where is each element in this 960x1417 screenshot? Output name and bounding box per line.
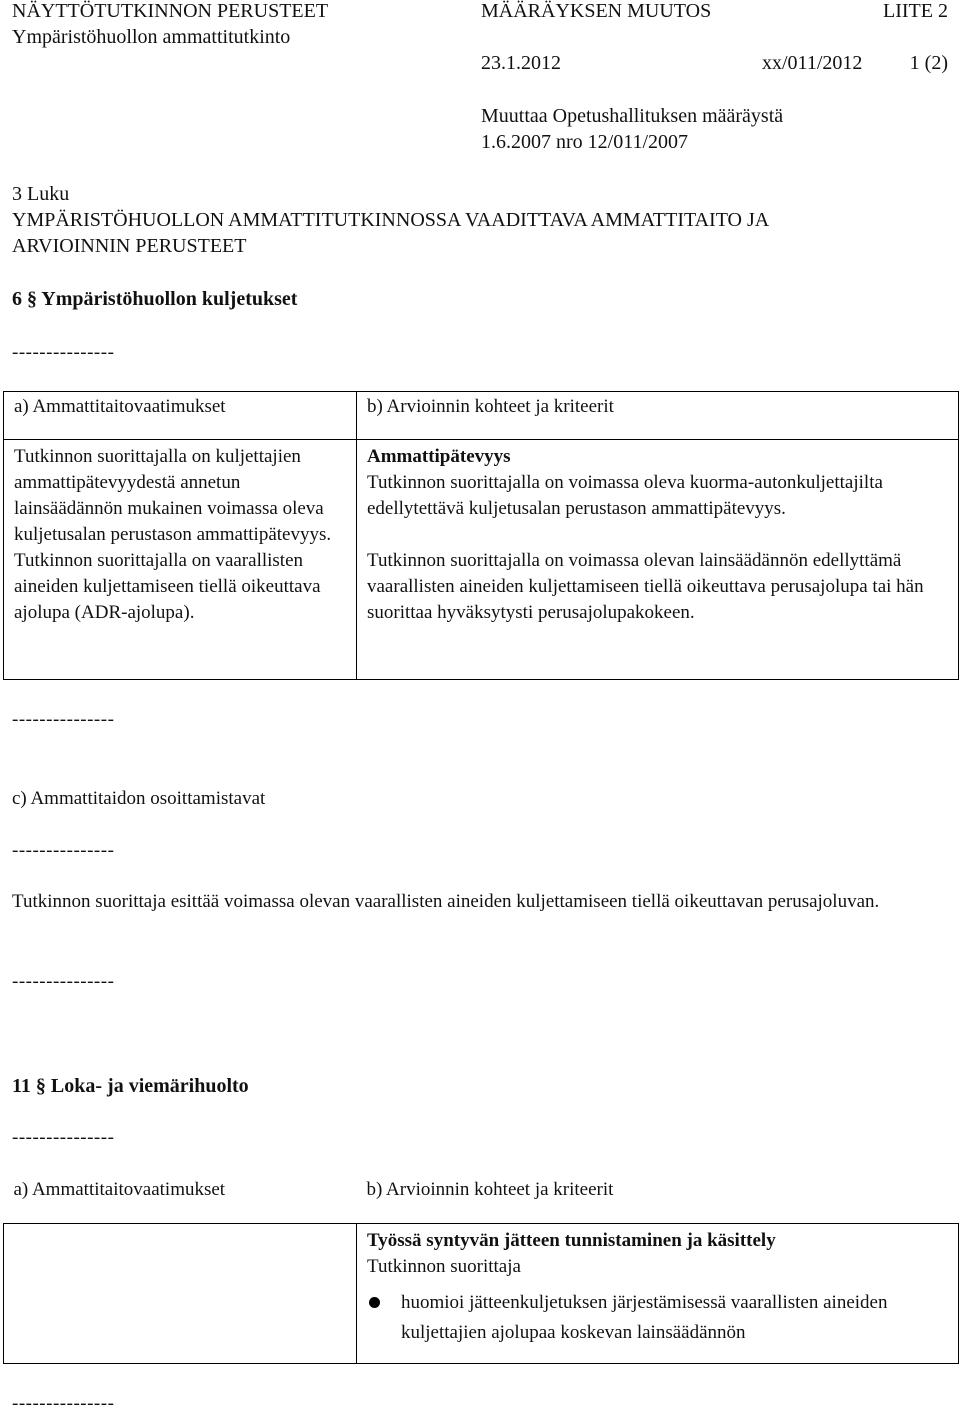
bullet-icon [369, 1297, 380, 1308]
section-11-table [3, 1177, 959, 1364]
section-c-heading: c) Ammattitaidon osoittamistavat [12, 788, 266, 809]
section-c-text: Tutkinnon suorittaja esittää voimassa olevan vaarallisten aineiden kuljettamiseen tiellä oikeuttavan perusajoluvan. [12, 891, 880, 912]
chapter-title-line2: ARVIOINNIN PERUSTEET [12, 235, 247, 257]
section-6-table [3, 391, 959, 680]
header-right-title: LIITE 2 [883, 0, 948, 22]
divider: --------------- [12, 840, 115, 861]
col-b-intro: Tutkinnon suorittaja [367, 1255, 521, 1277]
section-11-heading [12, 1073, 249, 1099]
header-page-number: 1 (2) [909, 52, 948, 74]
header-left-subtitle: Ympäristöhuollon ammattitutkinto [12, 26, 291, 48]
col-b-heading: Työssä syntyvän jätteen tunnistaminen ja käsittely [367, 1229, 776, 1251]
col-a-paragraph: Tutkinnon suorittajalla on vaarallisten aineiden kuljettamiseen tiellä oikeuttava ajolupa (ADR-ajolupa). [14, 550, 321, 623]
header-amends-line2: 1.6.2007 nro 12/011/2007 [481, 131, 689, 153]
header-amends-line1: Muuttaa Opetushallituksen määräystä [481, 105, 784, 127]
col-a-header: a) Ammattitaitovaatimukset [4, 392, 357, 440]
section-sign: § [35, 1075, 46, 1097]
table-row [4, 1223, 959, 1363]
divider: --------------- [12, 971, 115, 992]
col-b-header: b) Arvioinnin kohteet ja kriteerit [357, 392, 959, 440]
header-ref-number: xx/011/2012 [762, 52, 863, 74]
section-sign: § [27, 288, 37, 310]
col-b-header: b) Arvioinnin kohteet ja kriteerit [357, 1177, 959, 1223]
divider: --------------- [12, 1127, 115, 1148]
header-center-title: MÄÄRÄYKSEN MUUTOS [481, 0, 712, 22]
section-number: 6 [12, 288, 22, 310]
header-left-title: NÄYTTÖTUTKINNON PERUSTEET [12, 0, 329, 22]
divider: --------------- [12, 709, 115, 730]
chapter-title-line1: YMPÄRISTÖHUOLLON AMMATTITUTKINNOSSA VAADITTAVA AMMATTITAITO JA [12, 209, 770, 231]
section-title: Loka- ja viemärihuolto [50, 1075, 249, 1097]
table-header-row [4, 1177, 959, 1223]
bullet-list [367, 1288, 948, 1348]
col-b-paragraph: Tutkinnon suorittajalla on voimassa olevan lainsäädännön edellyttämä vaarallisten aineiden kuljettamiseen tiellä oikeuttava perusajolupa tai hän suorittaa hyväksytysti perusajolupakokeen. [367, 550, 924, 623]
col-b-cell [357, 1223, 959, 1363]
table-header-row [4, 392, 959, 440]
col-b-heading: Ammattipätevyys [367, 446, 511, 467]
section-6-heading [12, 286, 297, 312]
section-title: Ympäristöhuollon kuljetukset [41, 288, 298, 310]
list-item-text: huomioi jätteenkuljetuksen järjestämisessä vaarallisten aineiden kuljettajien ajolupaa koskevan lainsäädännön [401, 1291, 888, 1343]
divider: --------------- [12, 1393, 115, 1414]
col-a-cell [4, 440, 357, 680]
list-item [367, 1288, 948, 1348]
col-a-header: a) Ammattitaitovaatimukset [4, 1177, 357, 1223]
table-row [4, 440, 959, 680]
col-b-cell [357, 440, 959, 680]
chapter-number: 3 Luku [12, 183, 70, 205]
col-b-paragraph: Tutkinnon suorittajalla on voimassa oleva kuorma-autonkuljettajilta edellytettävä kuljetusalan perustason ammattipätevyys. [367, 472, 883, 519]
section-number: 11 [12, 1075, 31, 1097]
col-a-paragraph: Tutkinnon suorittajalla on kuljettajien ammattipätevyydestä annetun lainsäädännön mukainen voimassa oleva kuljetusalan perustason ammattipätevyys. [14, 446, 332, 545]
col-a-cell [4, 1223, 357, 1363]
divider: --------------- [12, 342, 115, 363]
header-date: 23.1.2012 [481, 52, 561, 74]
